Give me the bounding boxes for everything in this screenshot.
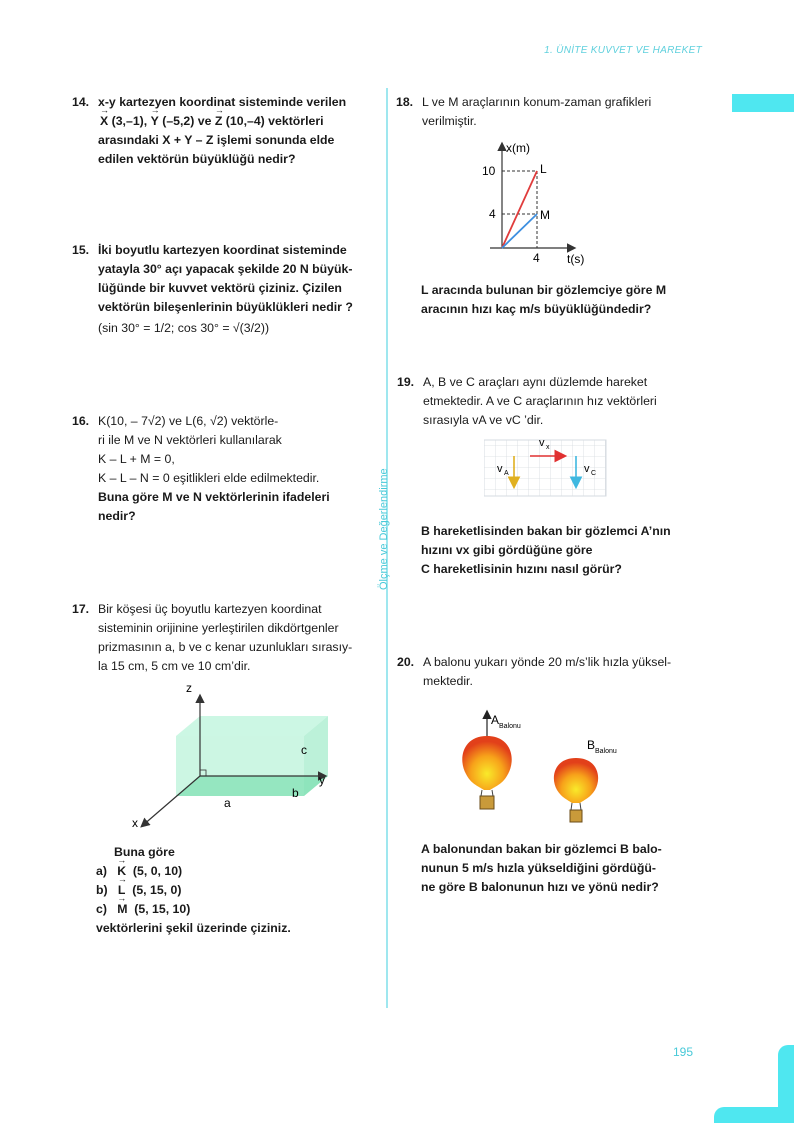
q16-eq1: K – L + M = 0, [98,452,175,466]
q14-text: arasındaki [98,133,159,147]
item-label: a) [96,864,107,878]
question-17 [72,600,380,676]
q17-given: Buna göre [114,845,175,859]
question-18 [396,93,712,131]
q15-formula: (sin 30° = 1/2; cos 30° = √(3/2)) [98,321,270,335]
page-number: 195 [673,1045,694,1059]
q14-x-coords: (3,–1), [111,114,148,128]
q15-line4: vektörün bileşenlerinin büyüklükleri nedir ? [98,300,353,314]
line-L [502,171,537,248]
q19-q1: B hareketlisinden bakan bir gözlemci A’nın [421,524,671,538]
balloon-b-label: B [587,738,596,752]
q17-end: vektörlerini şekil üzerinde çiziniz. [96,921,291,935]
label-L: L [540,162,547,176]
line-M [502,214,537,248]
q16-line1: K(10, – 7√2) ve L(6, √2) vektörle- [98,414,279,428]
q20-question [421,840,711,897]
q17-line3: prizmasının a, b ve c kenar uzunlukları sırasıy- [98,640,353,654]
label-vc: v [584,463,590,475]
balloons-figure [450,708,650,833]
vector-l: → L [118,881,126,900]
vector-x: → X [100,112,108,131]
axis-z-label: z [186,681,192,695]
question-number: 17. [72,602,90,616]
q17-item-c [96,900,378,919]
q20-q2: nunun 5 m/s hızla yükseldiğini gördüğü- [421,861,657,875]
q17-item-a [96,862,378,881]
q14-z-coords: (10,–4) vektörleri [225,114,324,128]
q14-text2: işlemi sonunda elde [216,133,335,147]
balloon-b-sub: Balonu [595,748,617,755]
question-number: 19. [397,375,415,389]
q17-item-b [96,881,378,900]
q18-line1: L ve M araçlarının konum-zaman grafikleri [422,95,652,109]
question-number: 20. [397,655,415,669]
q16-eq2: K – L – N = 0 eşitlikleri elde edilmektedir. [98,471,320,485]
q20-line1: A balonu yukarı yönde 20 m/s’lik hızla yüksel- [423,655,672,669]
vector-z: → Z [215,112,223,131]
q18-question [421,281,711,319]
q16-line2: ri ile M ve N vektörleri kullanılarak [98,433,282,447]
q14-line1: x-y kartezyen koordinat sisteminde verilen [98,95,347,109]
label-va: v [497,463,503,475]
x-axis-label: t(s) [567,252,585,266]
q19-q2: hızını vx gibi gördüğüne göre [421,543,593,557]
side-label: Ölçme ve Değerlendirme [378,468,390,590]
q16-line6: nedir? [98,509,136,523]
item-coords: (5, 0, 10) [132,864,183,878]
tick-10: 10 [482,164,496,178]
vector-m: → M [117,900,127,919]
q14-line2 [98,112,378,131]
label-vx: v [539,437,545,449]
question-15 [72,241,380,338]
q15-line3: lüğünde bir kuvvet vektörü çiziniz. Çizilen [98,281,342,295]
q14-y-coords: (–5,2) ve [162,114,212,128]
item-label: b) [96,883,108,897]
q19-line3: sırasıyla vA ve vC ’dir. [423,413,544,427]
q17-line2: sisteminin orijinine yerleştirilen dikdörtgenler [98,621,339,635]
q19-line1: A, B ve C araçları aynı düzlemde hareket [423,375,648,389]
item-label: c) [96,902,107,916]
label-M: M [540,208,550,222]
question-16 [72,412,380,526]
tick-4: 4 [489,207,496,221]
label-vx-sub: x [546,444,550,451]
question-20 [397,653,713,691]
y-axis-label: x(m) [506,141,530,155]
label-va-sub: A [504,470,509,477]
q19-question [421,522,711,579]
item-coords: (5, 15, 0) [132,883,182,897]
tick-4-x: 4 [533,251,540,265]
question-14 [72,93,378,169]
edge-a-label: a [224,796,231,810]
question-number: 14. [72,95,90,109]
balloon-a-sub: Balonu [499,723,521,730]
axis-y-label: y [319,773,325,787]
q15-line1: İki boyutlu kartezyen koordinat sisteminde [98,243,347,257]
q17-tasks [96,843,378,938]
velocity-grid [484,434,610,500]
question-number: 16. [72,414,90,428]
q19-q3: C hareketlisinin hızını nasıl görür? [421,562,622,576]
axis-x-label: x [132,816,138,830]
q20-q3: ne göre B balonunun hızı ve yönü nedir? [421,880,659,894]
vector-k: → K [117,862,126,881]
position-time-graph [470,140,600,270]
q19-line2: etmektedir. A ve C araçlarının hız vektörleri [423,394,657,408]
q20-q1: A balonundan bakan bir gözlemci B balo- [421,842,662,856]
edge-c-label: c [301,743,307,757]
label-vc-sub: C [591,470,597,477]
question-19 [397,373,713,430]
q14-line3 [98,131,378,150]
question-number: 18. [396,95,414,109]
q15-line2: yatayla 30° açı yapacak şekilde 20 N büyük- [98,262,353,276]
q16-line5: Buna göre M ve N vektörlerinin ifadeleri [98,490,330,504]
item-coords: (5, 15, 10) [134,902,191,916]
q14-expression: X + Y – Z [162,133,214,147]
q18-q2: aracının hızı kaç m/s büyüklüğündedir? [421,302,652,316]
vector-y: → Y [151,112,159,131]
balloon-a-label: A [491,713,500,727]
q14-line4: edilen vektörün büyüklüğü nedir? [98,152,296,166]
q20-line2: mektedir. [423,674,473,688]
balloon-a [462,736,511,809]
prism-diagram [120,676,340,836]
chapter-header: 1. ÜNİTE KUVVET VE HAREKET [544,45,702,56]
corner-decoration [714,1045,794,1123]
balloon-b [554,758,598,822]
edge-b-label: b [292,786,299,800]
q18-line2: verilmiştir. [422,114,477,128]
q17-line4: la 15 cm, 5 cm ve 10 cm’dir. [98,659,251,673]
q18-q1: L aracında bulunan bir gözlemciye göre M [421,283,667,297]
q17-line1: Bir köşesi üç boyutlu kartezyen koordinat [98,602,322,616]
chapter-tab [732,94,794,112]
question-number: 15. [72,243,90,257]
